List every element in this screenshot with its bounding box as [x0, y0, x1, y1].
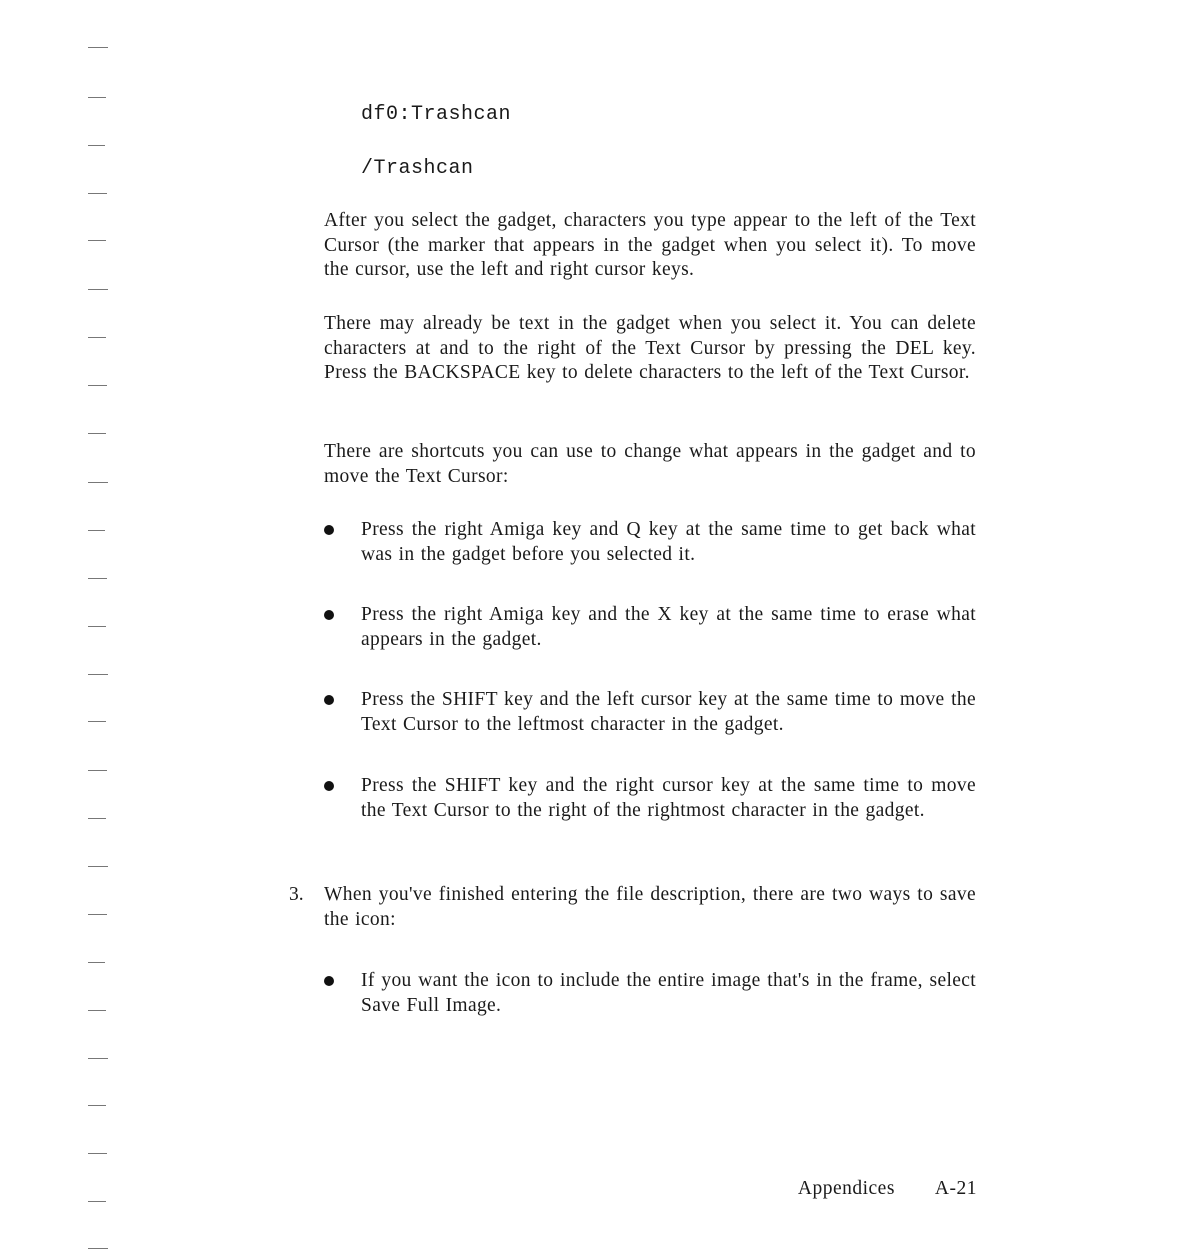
margin-mark	[88, 1010, 106, 1011]
bullet-icon	[324, 781, 334, 791]
margin-mark	[88, 626, 106, 627]
margin-mark	[88, 385, 107, 386]
bullet-icon	[324, 976, 334, 986]
code-example-line: df0:Trashcan	[361, 103, 512, 126]
margin-mark	[88, 1201, 106, 1202]
margin-mark	[88, 97, 106, 98]
margin-mark	[88, 866, 108, 867]
save-option-text: If you want the icon to include the entire image that's in the frame, select Save Full Image.	[361, 970, 976, 1016]
margin-mark	[88, 578, 107, 579]
step-text: When you've finished entering the file description, there are two ways to save the icon:	[324, 884, 976, 930]
margin-mark	[88, 721, 106, 722]
body-paragraph: There are shortcuts you can use to change what appears in the gadget and to move the Text Cursor:	[324, 441, 976, 487]
shortcut-text: Press the right Amiga key and Q key at the same time to get back what was in the gadget before you selected it.	[361, 519, 976, 565]
bullet-icon	[324, 695, 334, 705]
margin-mark	[88, 289, 108, 290]
shortcut-text: Press the SHIFT key and the left cursor key at the same time to move the Text Cursor to the leftmost character in the gadget.	[361, 689, 976, 735]
margin-mark	[88, 818, 106, 819]
bullet-icon	[324, 610, 334, 620]
margin-mark	[88, 47, 108, 48]
margin-mark	[88, 1153, 107, 1154]
margin-mark	[88, 433, 106, 434]
body-paragraph: After you select the gadget, characters you type appear to the left of the Text Cursor (the marker that appears in the gadget when you select it). To move the cursor, use the left and right cursor keys.	[324, 210, 976, 280]
code-example-line: /Trashcan	[361, 157, 474, 180]
binding-margin-marks	[88, 0, 118, 1258]
margin-mark	[88, 193, 107, 194]
margin-mark	[88, 1105, 106, 1106]
shortcut-text: Press the right Amiga key and the X key at the same time to erase what appears in the gadget.	[361, 604, 976, 650]
shortcut-text: Press the SHIFT key and the right cursor key at the same time to move the Text Cursor to the right of the rightmost character in the gadget.	[361, 775, 976, 821]
margin-mark	[88, 482, 108, 483]
page-footer	[798, 1178, 977, 1200]
margin-mark	[88, 962, 105, 963]
margin-mark	[88, 914, 107, 915]
body-paragraph: There may already be text in the gadget when you select it. You can delete characters at and to the right of the Text Cursor by pressing the DEL key. Press the BACKSPACE key to delete characters to the left of the Text Cursor.	[324, 313, 976, 383]
margin-mark	[88, 674, 108, 675]
margin-mark	[88, 240, 106, 241]
margin-mark	[88, 337, 106, 338]
margin-mark	[88, 1248, 108, 1249]
margin-mark	[88, 1058, 108, 1059]
bullet-icon	[324, 525, 334, 535]
margin-mark	[88, 530, 105, 531]
margin-mark	[88, 145, 105, 146]
margin-mark	[88, 770, 107, 771]
footer-section-title: Appendices	[797, 1178, 895, 1199]
step-number: 3.	[289, 884, 304, 905]
page-number: A-21	[934, 1178, 977, 1199]
